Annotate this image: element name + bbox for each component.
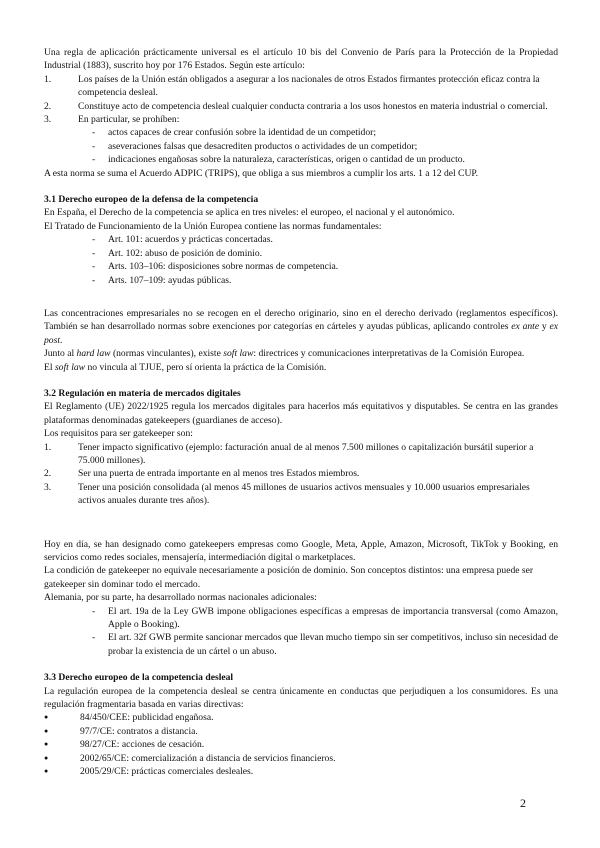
paragraph: El Tratado de Funcionamiento de la Unión Europea contiene las normas fundamentales: (44, 220, 382, 232)
numbered-item: 1. Los países de la Unión están obligados a asegurar a los nacionales de otros Estados firmantes protección eficaz contra la competencia desleal. (44, 73, 540, 99)
dash-item: - El art. 32f GWB permite sancionar mercados que llevan mucho tiempo sin ser competitivos, incluso sin necesidad de probar la existencia de un cártel o un abuso. (92, 632, 558, 657)
numbered-item: 2. Constituye acto de competencia desleal cualquier conducta contraria a los usos honestos en materia industrial o comercial. (44, 100, 548, 112)
dash-item: - Art. 101: acuerdos y prácticas concertadas. (92, 234, 273, 246)
bullet-icon: ● (44, 753, 49, 762)
numbered-item: 1. Tener impacto significativo (ejemplo: facturación anual de al menos 7.500 millones o capitalización bursátil superior a 75.000 millones). (44, 441, 534, 466)
bullet-item: ● 2005/29/CE: prácticas comerciales desleales. (44, 766, 254, 778)
bullet-item: ● 97/7/CE: contratos a distancia. (44, 725, 198, 737)
bullet-item: ● 84/450/CEE: publicidad engañosa. (44, 712, 214, 724)
dash-item: - Art. 102: abuso de posición de dominio. (92, 247, 263, 259)
section-heading-3-2: 3.2 Regulación en materia de mercados digitales (44, 387, 241, 399)
bullet-icon: ● (44, 713, 49, 722)
paragraph: El Reglamento (UE) 2022/1925 regula los mercados digitales para hacerlos más equitativos y disputables. Se centra en las grandes plataformas denominadas gatekeepers (guardianes de acceso). (44, 401, 558, 426)
paragraph: Los requisitos para ser gatekeeper son: (44, 428, 193, 440)
numbered-item: 3. Tener una posición consolidada (al menos 45 millones de usuarios activos mensuales y 10.000 usuarios empresariales activos anuales durante tres años). (44, 481, 530, 507)
paragraph: Hoy en día, se han designado como gatekeepers empresas como Google, Meta, Apple, Amazon, Microsoft, TikTok y Booking, en servicios como redes sociales, mensajería, intermediación digital o marketplaces. (44, 538, 558, 563)
section-heading-3-1: 3.1 Derecho europeo de la defensa de la competencia (44, 194, 259, 206)
dash-item: - indicaciones engañosas sobre la naturaleza, características, origen o cantidad de un producto. (92, 154, 465, 166)
bullet-icon: ● (44, 740, 49, 749)
paragraph: Las concentraciones empresariales no se recogen en el derecho originario, sino en el derecho derivado (reglamentos específicos). También se han desarrollado normas sobre exenciones por categorías en cárteles y ayudas públicas, aplicando controles ex ante y ex post. (44, 307, 559, 346)
section-heading-3-3: 3.3 Derecho europeo de la competencia desleal (44, 672, 234, 684)
bullet-item: ● 2002/65/CE: comercialización a distancia de servicios financieros. (44, 752, 336, 764)
numbered-item: 2. Ser una puerta de entrada importante en al menos tres Estados miembros. (44, 468, 360, 480)
dash-item: - Arts. 103–106: disposiciones sobre normas de competencia. (92, 261, 339, 273)
paragraph: El soft law no vincula al TJUE, pero sí orienta la práctica de la Comisión. (44, 361, 327, 373)
document-page (44, 46, 558, 779)
dash-item: - aseveraciones falsas que desacrediten productos o actividades de un competidor; (92, 140, 418, 152)
paragraph: En España, el Derecho de la competencia se aplica en tres niveles: el europeo, el nacional y el autonómico. (44, 207, 455, 219)
page-number: 2 (520, 796, 526, 810)
dash-item: - Arts. 107–109: ayudas públicas. (92, 274, 232, 286)
paragraph: Alemania, por su parte, ha desarrollado normas nacionales adicionales: (44, 592, 317, 604)
numbered-item: 3. En particular, se prohíben: (44, 114, 180, 126)
bullet-icon: ● (44, 726, 49, 735)
paragraph: Junto al hard law (normas vinculantes), existe soft law: directrices y comunicaciones interpretativas de la Comisión Europea. (44, 348, 525, 360)
dash-item: - El art. 19a de la Ley GWB impone obligaciones específicas a empresas de importancia transversal (como Amazon, Apple o Booking). (92, 605, 558, 631)
paragraph: La condición de gatekeeper no equivale necesariamente a posición de dominio. Son conceptos distintos: una empresa puede ser gatekeeper sin dominar todo el mercado. (44, 565, 534, 590)
paragraph: La regulación europea de la competencia desleal se centra únicamente en conductas que perjudiquen a los consumidores. Es una regulación fragmentaria basada en varias directivas: (44, 685, 558, 711)
bullet-icon: ● (44, 767, 49, 776)
bullet-item: ● 98/27/CE: acciones de cesación. (44, 739, 205, 751)
dash-item: - actos capaces de crear confusión sobre la identidad de un competidor; (92, 127, 376, 139)
intro-paragraph: Una regla de aplicación prácticamente universal es el artículo 10 bis del Convenio de París para la Protección de la Propiedad Industrial (1883), suscrito hoy por 176 Estados. Según este artículo: (44, 47, 558, 72)
intro-closing: A esta norma se suma el Acuerdo ADPIC (TRIPS), que obliga a sus miembros a cumplir los arts. 1 a 12 del CUP. (44, 167, 479, 179)
